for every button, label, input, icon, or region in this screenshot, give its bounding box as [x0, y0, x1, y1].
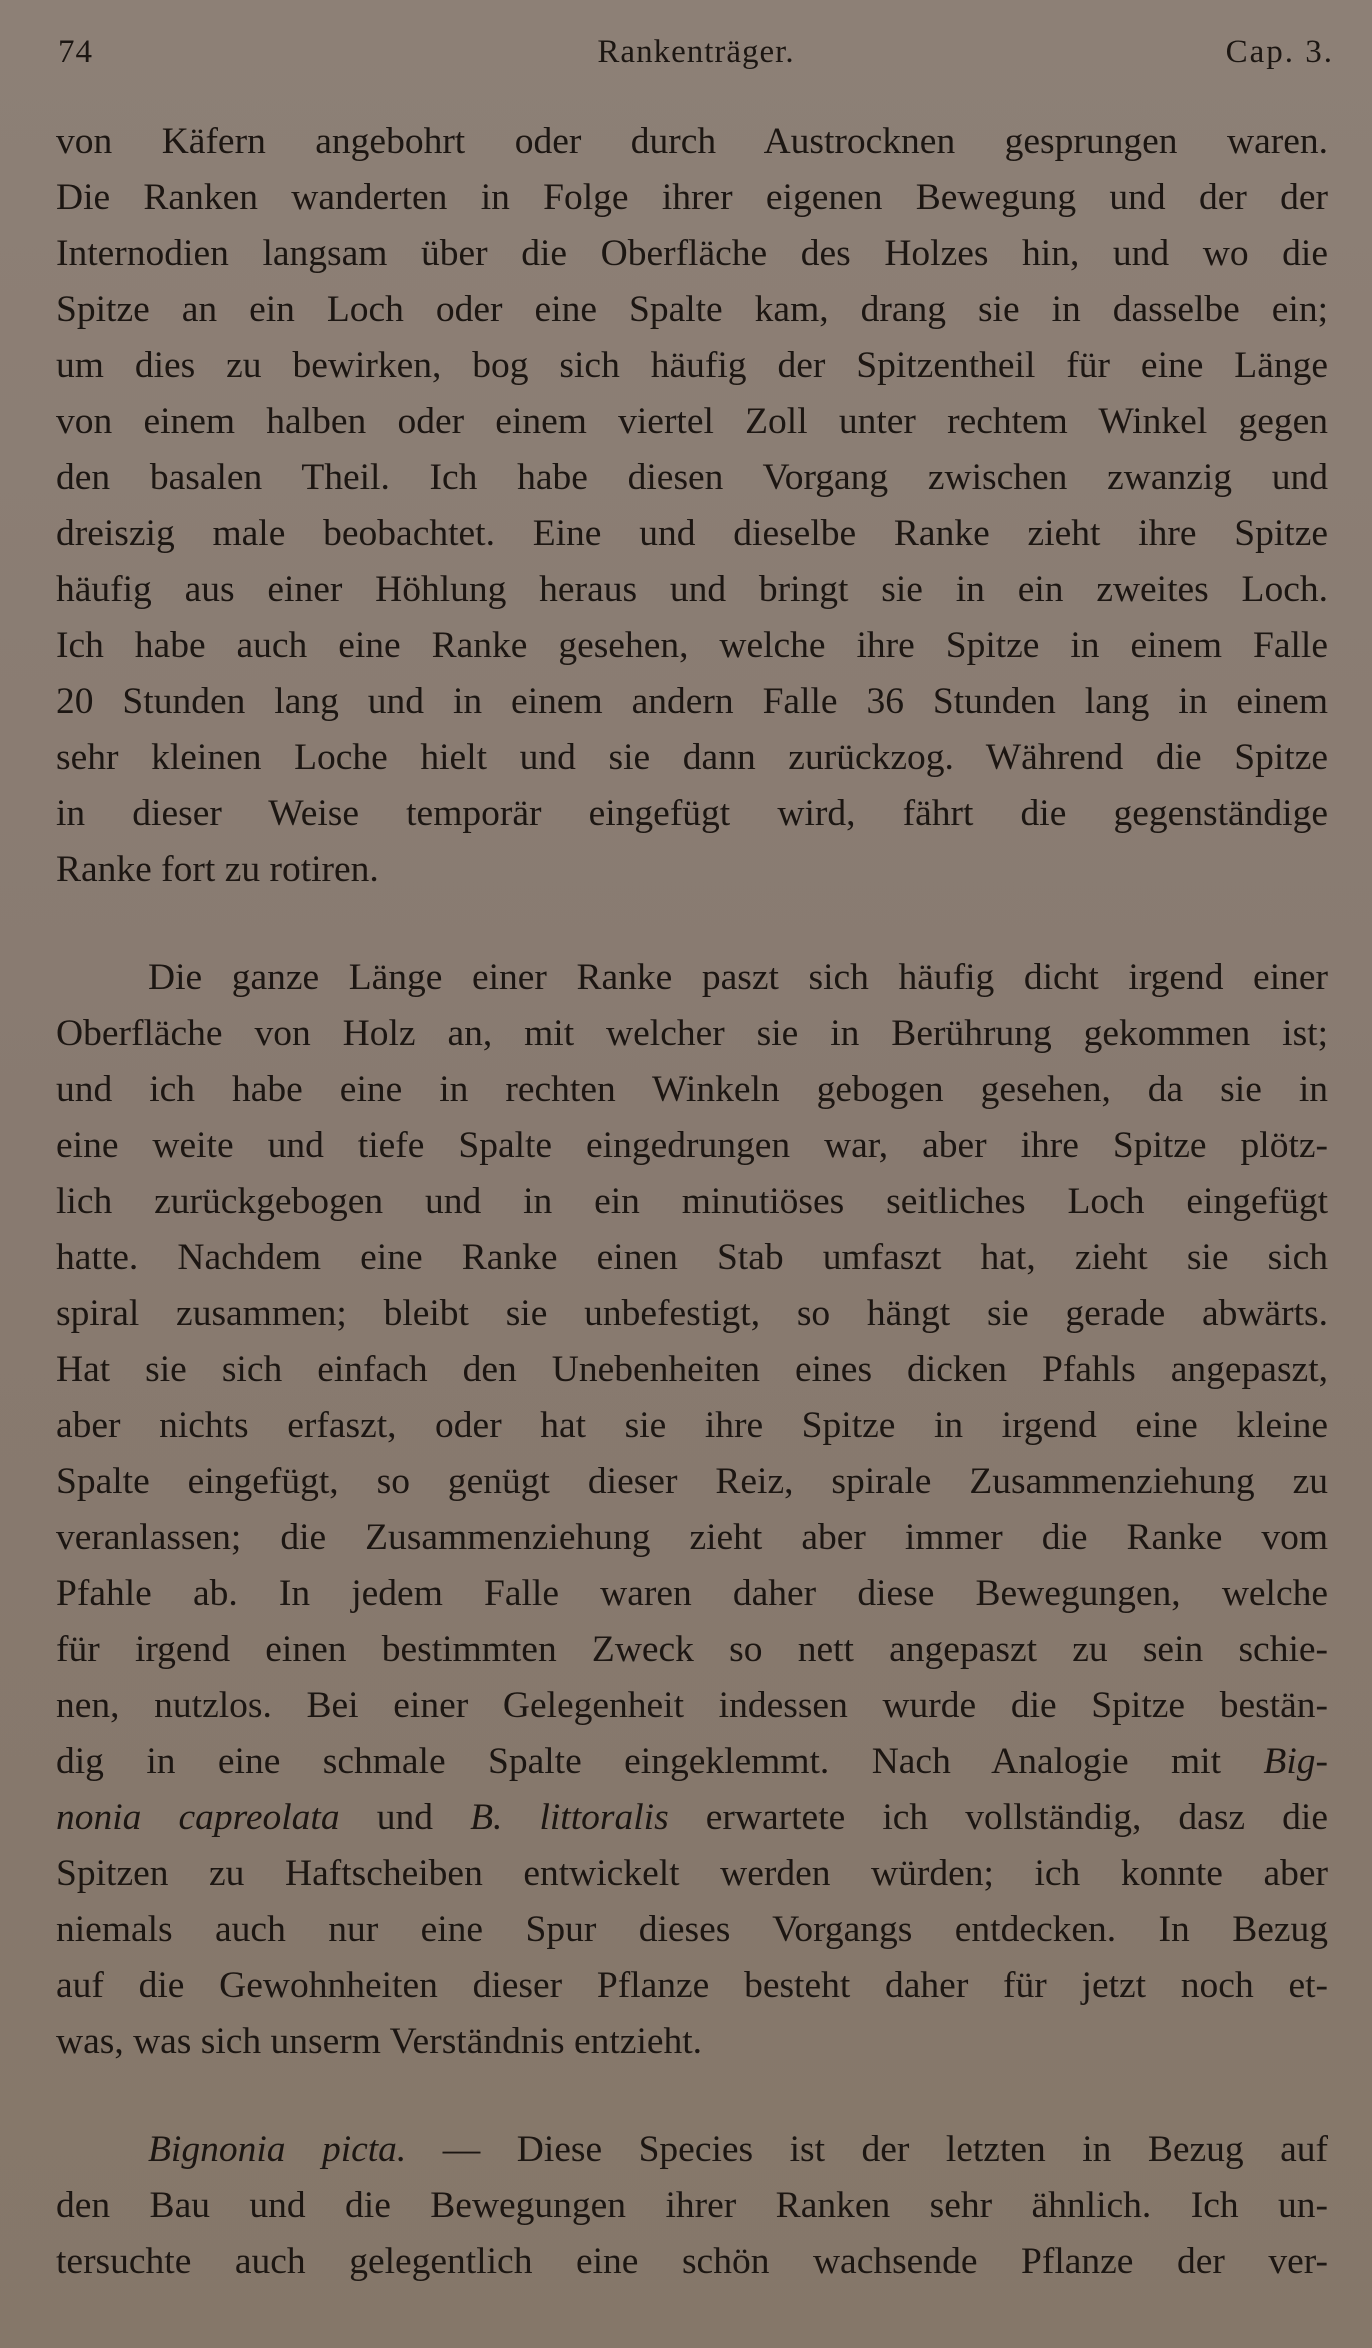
text-line: um dies zu bewirken, bog sich häufig der Spitzentheil für eine Länge [56, 345, 1328, 386]
text-line: niemals auch nur eine Spur dieses Vorgangs entdecken. In Bezug [56, 1909, 1328, 1950]
paragraph-3 [56, 2122, 1328, 2290]
italic-species-name: B. littoralis [470, 1797, 669, 1838]
chapter-label: Cap. 3. [1225, 34, 1334, 70]
running-header [58, 34, 1334, 84]
text-line: den basalen Theil. Ich habe diesen Vorgang zwischen zwanzig und [56, 457, 1328, 498]
text-line: Die Ranken wanderten in Folge ihrer eigenen Bewegung und der der [56, 177, 1328, 218]
text-line: den Bau und die Bewegungen ihrer Ranken sehr ähnlich. Ich un- [56, 2185, 1328, 2226]
text-line: häufig aus einer Höhlung heraus und bringt sie in ein zweites Loch. [56, 569, 1328, 610]
text-line: spiral zusammen; bleibt sie unbefestigt, so hängt sie gerade abwärts. [56, 1293, 1328, 1334]
text-line: eine weite und tiefe Spalte eingedrungen war, aber ihre Spitze plötz- [56, 1125, 1328, 1166]
text-line: Spalte eingefügt, so genügt dieser Reiz, spirale Zusammenziehung zu [56, 1461, 1328, 1502]
paragraph-1 [56, 114, 1328, 898]
text-line: Oberfläche von Holz an, mit welcher sie in Berührung gekommen ist; [56, 1013, 1328, 1054]
page-body [56, 114, 1328, 2290]
running-title: Rankenträger. [597, 34, 795, 70]
text-line: und ich habe eine in rechten Winkeln gebogen gesehen, da sie in [56, 1069, 1328, 1110]
paragraph-2 [56, 950, 1328, 2070]
text-line: veranlassen; die Zusammenziehung zieht aber immer die Ranke vom [56, 1517, 1328, 1558]
text-line: von Käfern angebohrt oder durch Austrocknen gesprungen waren. [56, 121, 1328, 162]
text-line: dig in eine schmale Spalte eingeklemmt. Nach Analogie mit Big- [56, 1741, 1328, 1782]
text-line: was, was sich unserm Verständnis entzieht. [56, 2021, 703, 2062]
text-line: Spitze an ein Loch oder eine Spalte kam, drang sie in dasselbe ein; [56, 289, 1328, 330]
text-line: Ich habe auch eine Ranke gesehen, welche ihre Spitze in einem Falle [56, 625, 1328, 666]
page-number: 74 [58, 34, 93, 70]
text-line: hatte. Nachdem eine Ranke einen Stab umfaszt hat, zieht sie sich [56, 1237, 1328, 1278]
text-line: Pfahle ab. In jedem Falle waren daher diese Bewegungen, welche [56, 1573, 1328, 1614]
text-line: von einem halben oder einem viertel Zoll unter rechtem Winkel gegen [56, 401, 1328, 442]
italic-species-name: Big- [1263, 1741, 1328, 1782]
text-line: sehr kleinen Loche hielt und sie dann zurückzog. Während die Spitze [56, 737, 1328, 778]
text-line: Bignonia picta. — Diese Species ist der letzten in Bezug auf [148, 2129, 1328, 2170]
text-line: Die ganze Länge einer Ranke paszt sich häufig dicht irgend einer [148, 957, 1328, 998]
text-line: Spitzen zu Haftscheiben entwickelt werden würden; ich konnte aber [56, 1853, 1328, 1894]
text-line: Hat sie sich einfach den Unebenheiten eines dicken Pfahls angepaszt, [56, 1349, 1328, 1390]
italic-species-heading: Bignonia picta. [148, 2129, 407, 2170]
text-line: in dieser Weise temporär eingefügt wird, fährt die gegenständige [56, 793, 1328, 834]
text-line: aber nichts erfaszt, oder hat sie ihre Spitze in irgend eine kleine [56, 1405, 1328, 1446]
text-line: dreiszig male beobachtet. Eine und dieselbe Ranke zieht ihre Spitze [56, 513, 1328, 554]
text-line: nonia capreolata und B. littoralis erwartete ich vollständig, dasz die [56, 1797, 1328, 1838]
text-line: für irgend einen bestimmten Zweck so nett angepaszt zu sein schie- [56, 1629, 1328, 1670]
text-line: lich zurückgebogen und in ein minutiöses seitliches Loch eingefügt [56, 1181, 1328, 1222]
text-line: tersuchte auch gelegentlich eine schön wachsende Pflanze der ver- [56, 2241, 1328, 2282]
text-line: Internodien langsam über die Oberfläche des Holzes hin, und wo die [56, 233, 1328, 274]
text-line: Ranke fort zu rotiren. [56, 849, 379, 890]
italic-species-name: nonia capreolata [56, 1797, 340, 1838]
text-line: nen, nutzlos. Bei einer Gelegenheit indessen wurde die Spitze bestän- [56, 1685, 1328, 1726]
text-line: auf die Gewohnheiten dieser Pflanze besteht daher für jetzt noch et- [56, 1965, 1328, 2006]
text-line: 20 Stunden lang und in einem andern Falle 36 Stunden lang in einem [56, 681, 1328, 722]
